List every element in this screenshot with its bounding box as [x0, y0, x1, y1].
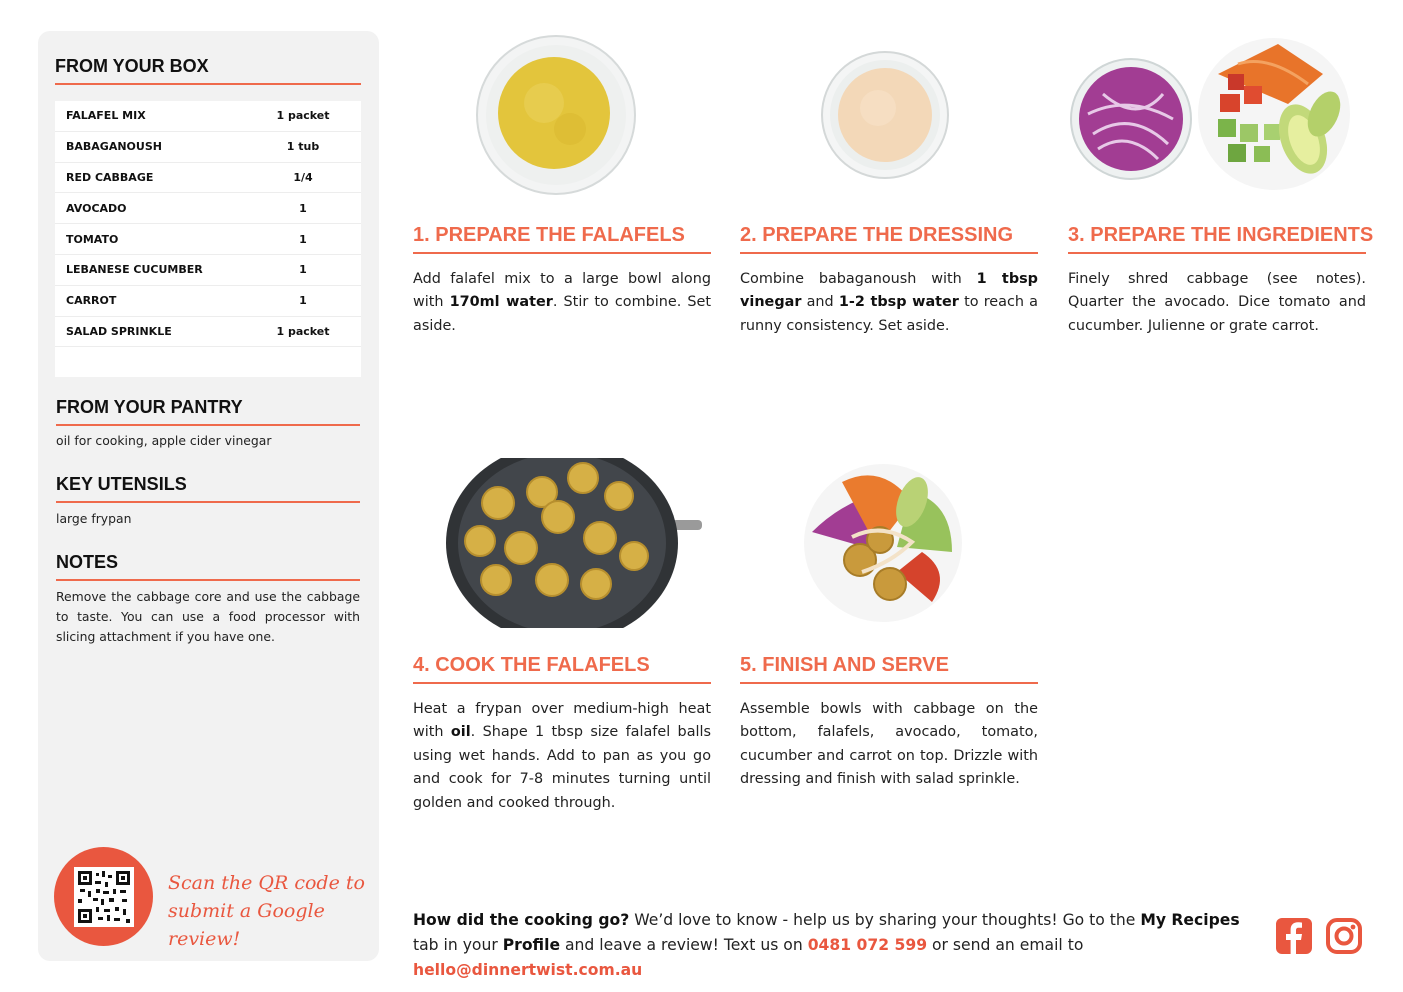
- item-name: RED CABBAGE: [66, 170, 154, 184]
- item-qty: 1/4: [293, 170, 313, 184]
- item-name: BABAGANOUSH: [66, 140, 162, 154]
- step-2-text: [740, 268, 1038, 338]
- step-5: [740, 654, 1038, 792]
- footer-profile: Profile: [502, 936, 561, 954]
- step-text-part: Heat a frypan over medium-high heat with: [413, 701, 711, 741]
- phone-link[interactable]: 0481 072 599: [807, 936, 928, 954]
- qr-caption-line2: submit a Google review!: [168, 900, 325, 950]
- step-4-title: 4. COOK THE FALAFELS: [413, 654, 711, 684]
- step-text-part: Combine babaganoush with: [740, 271, 977, 287]
- step-1: [413, 224, 711, 338]
- step-text-bold: 1 tbsp vinegar: [740, 271, 1038, 311]
- footer-text-part: tab in your: [413, 936, 503, 954]
- step-1-text: [413, 268, 711, 338]
- ingredients-table: [55, 101, 361, 377]
- step-3-title: 3. PREPARE THE INGREDIENTS: [1068, 224, 1366, 254]
- table-row: [55, 163, 361, 194]
- table-row: [55, 317, 361, 348]
- footer-text-part: and leave a review! Text us on: [560, 936, 808, 954]
- step-5-text: [740, 698, 1038, 792]
- footer-text-part: or send an email to: [927, 936, 1084, 954]
- qr-code-icon: [74, 867, 134, 927]
- step-text-part: . Shape 1 tbsp size falafel balls using wet hands. Add to pan as you go and cook for 7-8 minutes turning until golden and cooked through.: [413, 724, 712, 811]
- step-4: [413, 654, 711, 815]
- step-1-title: 1. PREPARE THE FALAFELS: [413, 224, 711, 254]
- email-link[interactable]: hello@dinnertwist.com.au: [413, 961, 643, 979]
- footer-text-part: We’d love to know - help us by sharing your thoughts! Go to the: [629, 911, 1141, 929]
- falafel-mix-bowl-photo: [474, 33, 638, 197]
- utensils-text: large frypan: [56, 511, 132, 526]
- table-row: [55, 132, 361, 163]
- finished-bowl-photo: [802, 462, 964, 624]
- item-qty: 1: [299, 263, 307, 277]
- step-text-part: to reach a runny consistency. Set aside.: [740, 294, 1038, 334]
- step-3: [1068, 224, 1374, 338]
- notes-text: Remove the cabbage core and use the cabbage to taste. You can use a food processor with slicing attachment if you have one.: [56, 589, 360, 644]
- pantry-title: FROM YOUR PANTRY: [56, 397, 360, 426]
- item-qty: 1: [299, 201, 307, 215]
- item-qty: 1 tub: [286, 140, 320, 154]
- step-5-title: 5. FINISH AND SERVE: [740, 654, 1038, 684]
- step-text-part: Finely shred cabbage (see notes). Quarter the avocado. Dice tomato and cucumber. Julienne or grate carrot.: [1068, 271, 1366, 334]
- table-row: [55, 255, 361, 286]
- frypan-falafels-photo: [446, 458, 702, 628]
- step-text-part: Add falafel mix to a large bowl along with: [413, 271, 711, 311]
- item-name: AVOCADO: [66, 201, 127, 215]
- footer-question: How did the cooking go?: [413, 911, 630, 929]
- step-text-part: . Stir to combine. Set aside.: [413, 294, 712, 334]
- step-2-title: 2. PREPARE THE DRESSING: [740, 224, 1038, 254]
- utensils-title: KEY UTENSILS: [56, 474, 360, 503]
- feedback-footer: [413, 908, 1263, 983]
- table-row: [55, 224, 361, 255]
- step-text-bold: 1-2 tbsp water: [838, 294, 959, 311]
- prepared-vegetables-photo: [1068, 34, 1354, 194]
- item-name: LEBANESE CUCUMBER: [66, 263, 203, 277]
- item-qty: 1: [299, 294, 307, 308]
- item-name: CARROT: [66, 294, 117, 308]
- dressing-bowl-photo: [820, 50, 950, 180]
- qr-caption-line1: Scan the QR code to: [168, 872, 365, 894]
- step-2: [740, 224, 1038, 338]
- notes-title: NOTES: [56, 552, 360, 581]
- table-row: [55, 286, 361, 317]
- step-text-part: and: [801, 294, 839, 311]
- step-4-text: [413, 698, 711, 815]
- footer-my-recipes: My Recipes: [1140, 911, 1240, 929]
- item-name: TOMATO: [66, 232, 119, 246]
- item-qty: 1 packet: [276, 109, 330, 123]
- instagram-icon[interactable]: [1325, 917, 1363, 955]
- item-qty: 1: [299, 232, 307, 246]
- sidebar: [38, 31, 379, 961]
- item-qty: 1 packet: [276, 324, 330, 338]
- step-3-text: [1068, 268, 1366, 338]
- qr-badge[interactable]: [54, 847, 153, 946]
- pantry-text: oil for cooking, apple cider vinegar: [56, 433, 272, 448]
- table-row: [55, 101, 361, 132]
- step-text-bold: oil: [450, 724, 471, 741]
- facebook-icon[interactable]: [1275, 917, 1313, 955]
- step-text-bold: 170ml water: [449, 294, 553, 311]
- from-box-title: FROM YOUR BOX: [55, 56, 361, 85]
- step-text-part: Assemble bowls with cabbage on the bottom, falafels, avocado, tomato, cucumber and carrot on top. Drizzle with dressing and finish with salad sprinkle.: [740, 701, 1038, 788]
- qr-caption: [168, 869, 368, 953]
- item-name: FALAFEL MIX: [66, 109, 146, 123]
- table-row: [55, 193, 361, 224]
- item-name: SALAD SPRINKLE: [66, 324, 172, 338]
